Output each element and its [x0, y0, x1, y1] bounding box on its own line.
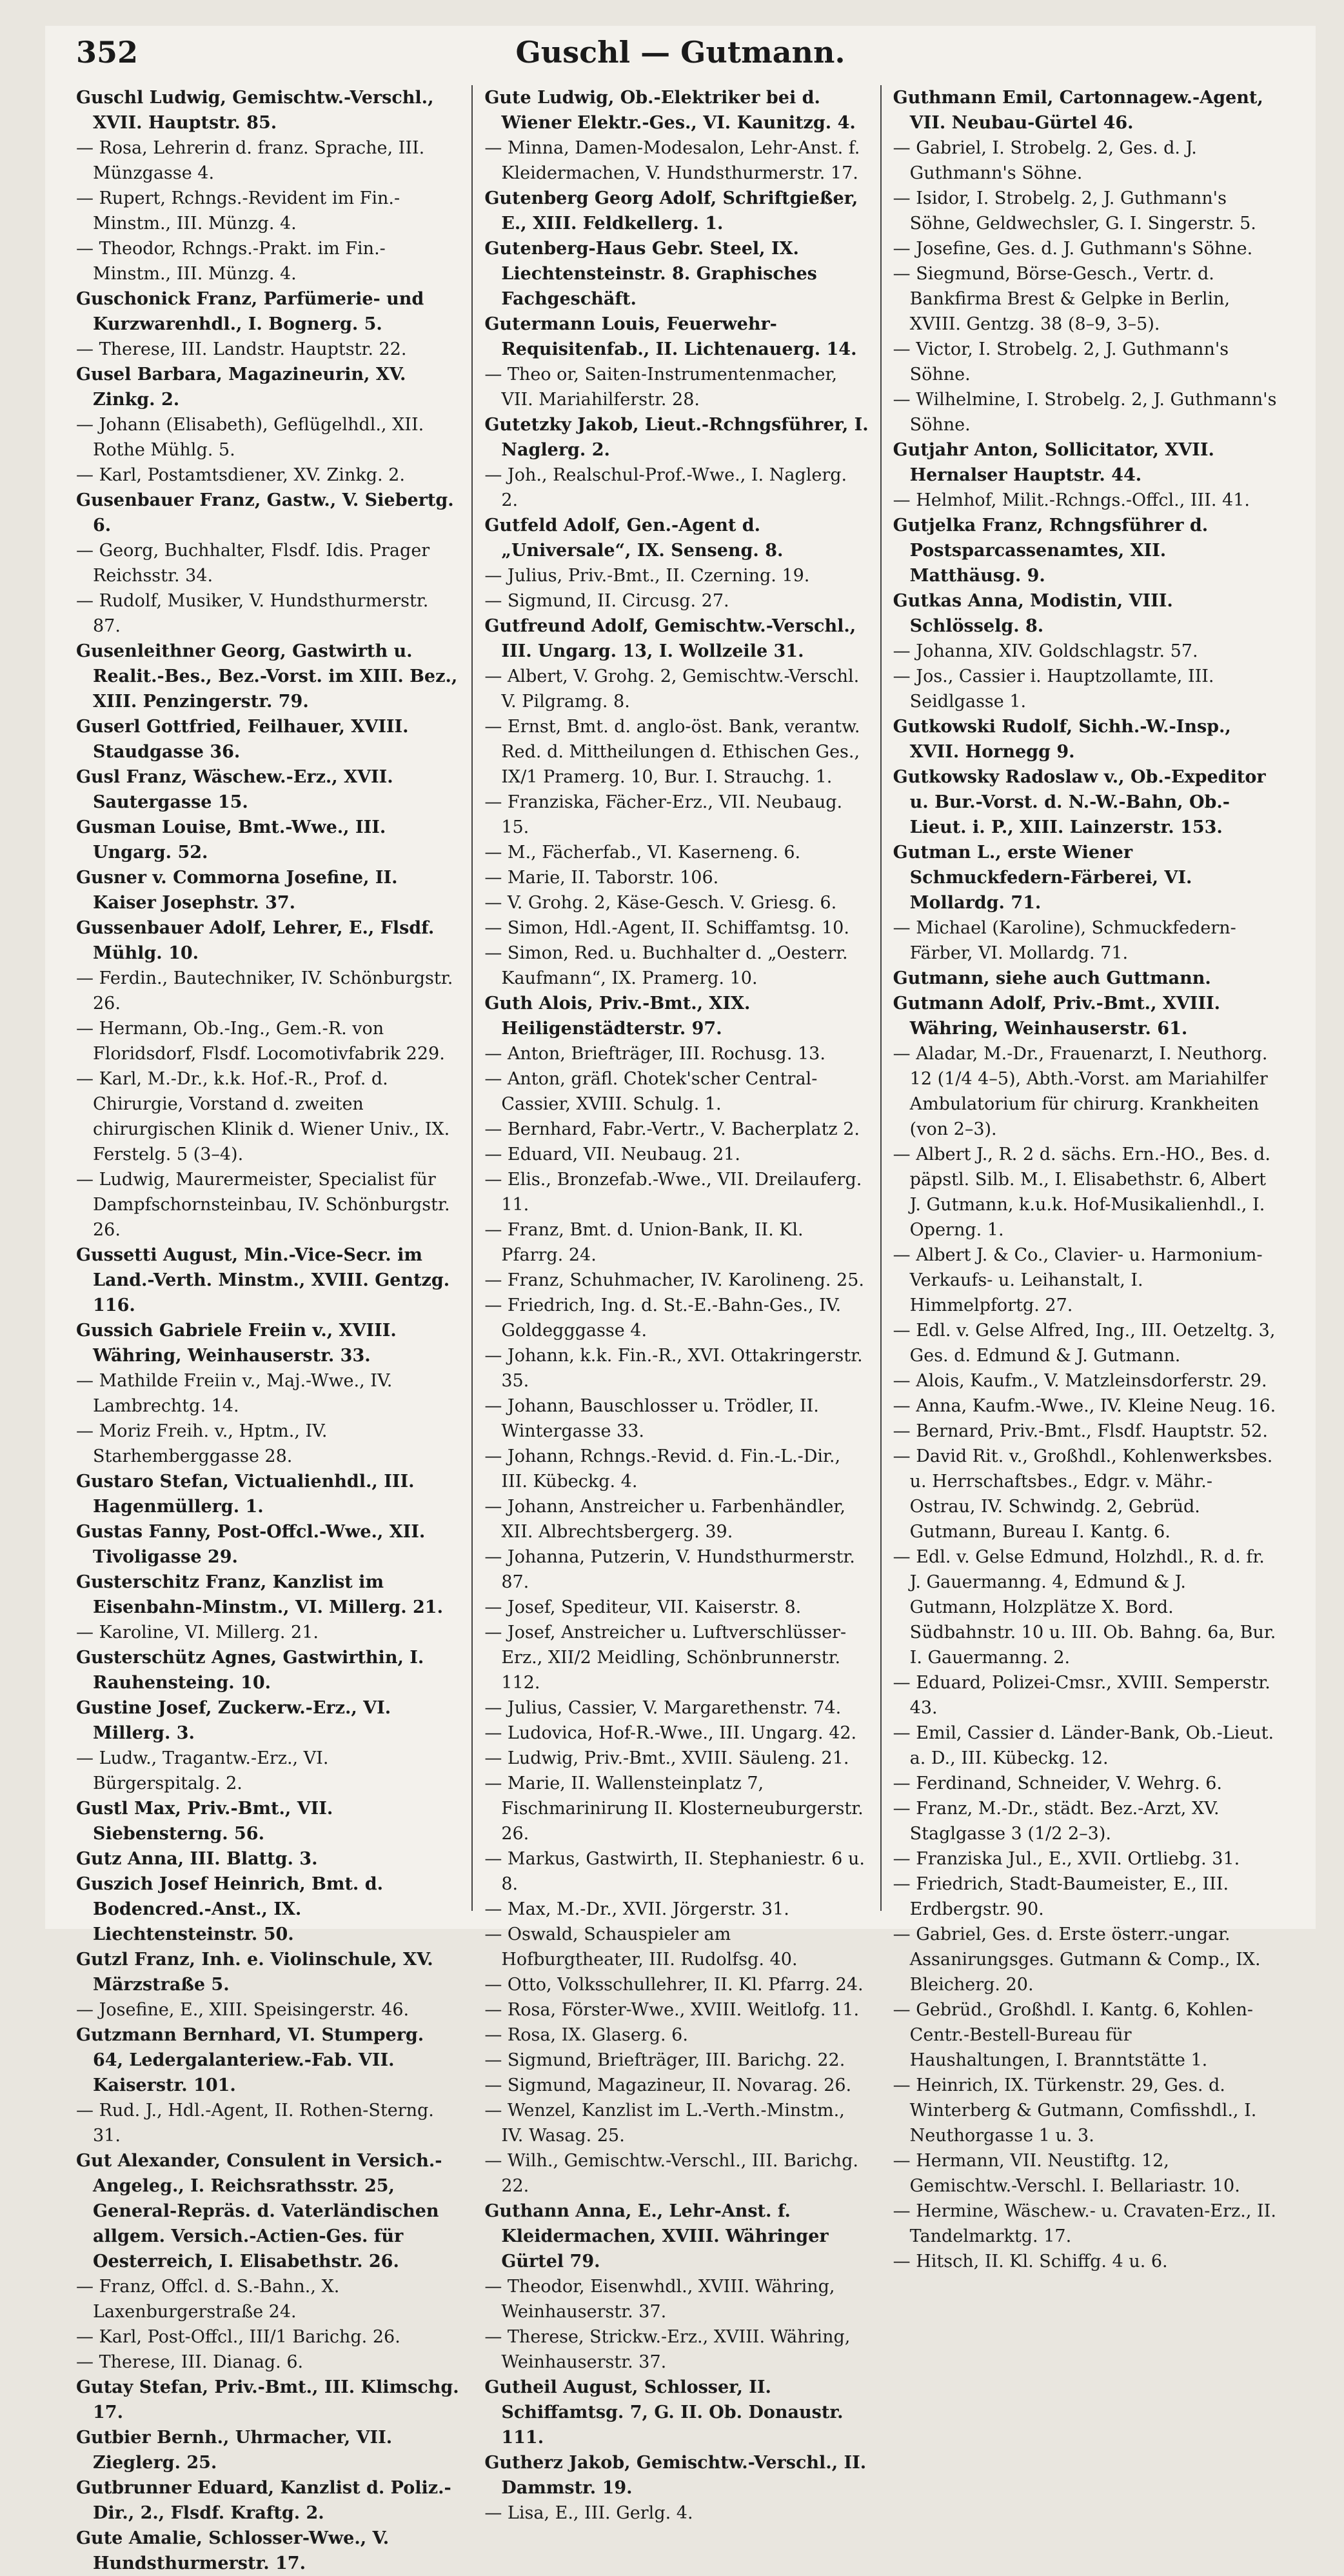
directory-entry: Gutkas Anna, Modistin, VIII. Schlösselg. 8. — [893, 591, 1173, 636]
directory-entry: Gusel Barbara, Magazineurin, XV. Zinkg. 2. — [76, 364, 406, 410]
directory-subentry: — Edl. v. Gelse Edmund, Holzhdl., R. d. fr. J. Gauermanng. 4, Edmund & J. Gutmann, Holzplätze X. Bord. Südbahnstr. 10 u. III. Ob. Bahng. 6a, Bur. I. Gauermanng. 2. — [893, 1544, 1277, 1670]
directory-entry: Guschl Ludwig, Gemischtw.-Verschl., XVII. Hauptstr. 85. — [76, 88, 434, 133]
directory-subentry: — Victor, I. Strobelg. 2, J. Guthmann's Söhne. — [893, 337, 1277, 387]
directory-entry: Guszich Josef Heinrich, Bmt. d. Bodencred.-Anst., IX. Liechtensteinstr. 50. — [76, 1874, 383, 1944]
directory-subentry: — Albert, V. Grohg. 2, Gemischtw.-Verschl. V. Pilgramg. 8. — [484, 664, 868, 714]
column-1 — [76, 85, 471, 2573]
directory-page — [45, 26, 1316, 2573]
directory-subentry: — Ludw., Tragantw.-Erz., VI. Bürgerspitalg. 2. — [76, 1746, 460, 1796]
directory-subentry: — Franziska, Fächer-Erz., VII. Neubaug. 15. — [484, 790, 868, 840]
directory-subentry: — Eduard, Polizei-Cmsr., XVIII. Semperstr. 43. — [893, 1670, 1277, 1721]
directory-columns — [76, 85, 1289, 2573]
page-number: 352 — [76, 35, 139, 70]
directory-subentry: — Rosa, Förster-Wwe., XVIII. Weitlofg. 11. — [484, 1997, 868, 2022]
directory-entry: Guserl Gottfried, Feilhauer, XVIII. Staudgasse 36. — [76, 717, 409, 762]
directory-subentry: — Albert J., R. 2 d. sächs. Ern.-HO., Bes. d. päpstl. Silb. M., I. Elisabethstr. 6, Albert J. Gutmann, k.u.k. Hof-Musikalienhdl., I. Operng. 1. — [893, 1142, 1277, 1243]
directory-subentry: — Eduard, VII. Neubaug. 21. — [484, 1142, 868, 1167]
directory-subentry: — Gabriel, I. Strobelg. 2, Ges. d. J. Guthmann's Söhne. — [893, 135, 1277, 186]
directory-entry: Gute Ludwig, Ob.-Elektriker bei d. Wiener Elektr.-Ges., VI. Kaunitzg. 4. — [484, 88, 856, 133]
directory-subentry: — Rosa, Lehrerin d. franz. Sprache, III. Münzgasse 4. — [76, 135, 460, 186]
directory-subentry: — Hermann, VII. Neustiftg. 12, Gemischtw.-Verschl. I. Bellariastr. 10. — [893, 2148, 1277, 2199]
directory-subentry: — Josef, Anstreicher u. Luftverschlüsser-Erz., XII/2 Meidling, Schönbrunnerstr. 112. — [484, 1620, 868, 1695]
directory-subentry: — Johanna, Putzerin, V. Hundsthurmerstr. 87. — [484, 1544, 868, 1595]
directory-subentry: — Josefine, Ges. d. J. Guthmann's Söhne. — [893, 236, 1277, 261]
directory-subentry: — Sigmund, II. Circusg. 27. — [484, 588, 868, 614]
directory-entry: Gustl Max, Priv.-Bmt., VII. Siebensterng. 56. — [76, 1799, 333, 1844]
directory-entry: Gutenberg-Haus Gebr. Steel, IX. Liechtensteinstr. 8. Graphisches Fachgeschäft. — [484, 239, 817, 309]
directory-subentry: — Franz, Offcl. d. S.-Bahn., X. Laxenburgerstraße 24. — [76, 2274, 460, 2324]
directory-subentry: — Karl, Postamtsdiener, XV. Zinkg. 2. — [76, 463, 460, 488]
directory-entry: Gut Alexander, Consulent in Versich.-Angeleg., I. Reichsrathsstr. 25, General-Repräs. d. Vaterländischen allgem. Versich.-Actien-Ges. für Oesterreich, I. Elisabethstr. 26. — [76, 2151, 442, 2271]
directory-subentry: — Wenzel, Kanzlist im L.-Verth.-Minstm., IV. Wasag. 25. — [484, 2098, 868, 2148]
directory-subentry: — Georg, Buchhalter, Flsdf. Idis. Prager Reichsstr. 34. — [76, 538, 460, 588]
directory-subentry: — Joh., Realschul-Prof.-Wwe., I. Naglerg. 2. — [484, 463, 868, 513]
directory-subentry: — Oswald, Schauspieler am Hofburgtheater, III. Rudolfsg. 40. — [484, 1922, 868, 1972]
directory-entry: Gusterschitz Franz, Kanzlist im Eisenbahn-Minstm., VI. Millerg. 21. — [76, 1572, 443, 1617]
directory-entry: Gutz Anna, III. Blattg. 3. — [76, 1849, 318, 1869]
directory-entry: Gutfeld Adolf, Gen.-Agent d. „Universale“, IX. Senseng. 8. — [484, 515, 784, 561]
directory-entry: Gutjahr Anton, Sollicitator, XVII. Hernalser Hauptstr. 44. — [893, 440, 1214, 485]
directory-subentry: — Franz, Schuhmacher, IV. Karolineng. 25. — [484, 1268, 868, 1293]
directory-entry: Gutheil August, Schlosser, II. Schiffamtsg. 7, G. II. Ob. Donaustr. 111. — [484, 2377, 844, 2448]
directory-subentry: — Theo or, Saiten-Instrumentenmacher, VII. Mariahilferstr. 28. — [484, 362, 868, 412]
directory-subentry: — Heinrich, IX. Türkenstr. 29, Ges. d. Winterberg & Gutmann, Comfisshdl., I. Neuthorgasse 1 u. 3. — [893, 2073, 1277, 2148]
directory-subentry: — Wilh., Gemischtw.-Verschl., III. Barichg. 22. — [484, 2148, 868, 2199]
directory-subentry: — Friedrich, Stadt-Baumeister, E., III. Erdbergstr. 90. — [893, 1872, 1277, 1922]
directory-entry: Gutbrunner Eduard, Kanzlist d. Poliz.-Dir., 2., Flsdf. Kraftg. 2. — [76, 2478, 451, 2523]
directory-subentry: — Michael (Karoline), Schmuckfedern-Färber, VI. Mollardg. 71. — [893, 915, 1277, 966]
directory-subentry: — Therese, Strickw.-Erz., XVIII. Währing, Weinhauserstr. 37. — [484, 2324, 868, 2375]
directory-subentry: — Hermine, Wäschew.- u. Cravaten-Erz., II. Tandelmarktg. 17. — [893, 2199, 1277, 2249]
directory-subentry: — Aladar, M.-Dr., Frauenarzt, I. Neuthorg. 12 (1/4 4–5), Abth.-Vorst. am Mariahilfer Ambulatorium für chirurg. Krankheiten (von 2–3). — [893, 1041, 1277, 1142]
page-header — [45, 26, 1316, 77]
directory-subentry: — Bernard, Priv.-Bmt., Flsdf. Hauptstr. 52. — [893, 1419, 1277, 1444]
directory-subentry: — Isidor, I. Strobelg. 2, J. Guthmann's Söhne, Geldwechsler, G. I. Singerstr. 5. — [893, 186, 1277, 236]
directory-subentry: — Moriz Freih. v., Hptm., IV. Starhemberggasse 28. — [76, 1419, 460, 1469]
directory-entry: Gutenberg Georg Adolf, Schriftgießer, E., XIII. Feldkellerg. 1. — [484, 188, 858, 234]
directory-subentry: — Hermann, Ob.-Ing., Gem.-R. von Floridsdorf, Flsdf. Locomotivfabrik 229. — [76, 1016, 460, 1066]
directory-subentry: — Markus, Gastwirth, II. Stephaniestr. 6 u. 8. — [484, 1846, 868, 1897]
directory-subentry: — Marie, II. Wallensteinplatz 7, Fischmarinirung II. Klosterneuburgerstr. 26. — [484, 1771, 868, 1846]
directory-subentry: — Anton, Briefträger, III. Rochusg. 13. — [484, 1041, 868, 1066]
directory-subentry: — Emil, Cassier d. Länder-Bank, Ob.-Lieut. a. D., III. Kübeckg. 12. — [893, 1721, 1277, 1771]
directory-subentry: — M., Fächerfab., VI. Kaserneng. 6. — [484, 840, 868, 865]
directory-entry: Gutzmann Bernhard, VI. Stumperg. 64, Ledergalanteriew.-Fab. VII. Kaiserstr. 101. — [76, 2025, 424, 2095]
directory-entry: Gutbier Bernh., Uhrmacher, VII. Zieglerg. 25. — [76, 2428, 393, 2473]
directory-subentry: — Siegmund, Börse-Gesch., Vertr. d. Bankfirma Brest & Gelpke in Berlin, XVIII. Gentzg. 38 (8–9, 3–5). — [893, 261, 1277, 337]
directory-subentry: — Bernhard, Fabr.-Vertr., V. Bacherplatz 2. — [484, 1117, 868, 1142]
directory-subentry: — Theodor, Eisenwhdl., XVIII. Währing, Weinhauserstr. 37. — [484, 2274, 868, 2324]
directory-entry: Gutkowsky Radoslaw v., Ob.-Expeditor u. Bur.-Vorst. d. N.-W.-Bahn, Ob.-Lieut. i. P., XIII. Lainzerstr. 153. — [893, 767, 1266, 837]
directory-subentry: — Franziska Jul., E., XVII. Ortliebg. 31. — [893, 1846, 1277, 1872]
directory-subentry: — Rud. J., Hdl.-Agent, II. Rothen-Sterng. 31. — [76, 2098, 460, 2148]
directory-subentry: — Albert J. & Co., Clavier- u. Harmonium-Verkaufs- u. Leihanstalt, I. Himmelpfortg. 27. — [893, 1243, 1277, 1318]
directory-subentry: — Rosa, IX. Glaserg. 6. — [484, 2022, 868, 2048]
directory-subentry: — Johann, Rchngs.-Revid. d. Fin.-L.-Dir., III. Kübeckg. 4. — [484, 1444, 868, 1494]
directory-entry: Gustas Fanny, Post-Offcl.-Wwe., XII. Tivoligasse 29. — [76, 1522, 426, 1567]
directory-entry: Guschonick Franz, Parfümerie- und Kurzwarenhdl., I. Bognerg. 5. — [76, 289, 424, 334]
directory-entry: Gutermann Louis, Feuerwehr-Requisitenfab., II. Lichtenauerg. 14. — [484, 314, 857, 359]
directory-entry: Gusner v. Commorna Josefine, II. Kaiser Josephstr. 37. — [76, 868, 398, 913]
directory-subentry: — Simon, Red. u. Buchhalter d. „Oesterr. Kaufmann“, IX. Pramerg. 10. — [484, 941, 868, 991]
directory-subentry: — Lisa, E., III. Gerlg. 4. — [484, 2501, 868, 2526]
directory-subentry: — Wilhelmine, I. Strobelg. 2, J. Guthmann's Söhne. — [893, 387, 1277, 437]
directory-subentry: — Simon, Hdl.-Agent, II. Schiffamtsg. 10. — [484, 915, 868, 941]
directory-subentry: — Otto, Volksschullehrer, II. Kl. Pfarrg. 24. — [484, 1972, 868, 1997]
directory-subentry: — Julius, Cassier, V. Margarethenstr. 74. — [484, 1695, 868, 1721]
directory-entry: Gutfreund Adolf, Gemischtw.-Verschl., III. Ungarg. 13, I. Wollzeile 31. — [484, 616, 856, 661]
directory-subentry: — Johann, k.k. Fin.-R., XVI. Ottakringerstr. 35. — [484, 1343, 868, 1393]
directory-subentry: — Hitsch, II. Kl. Schiffg. 4 u. 6. — [893, 2249, 1277, 2274]
directory-subentry: — Rupert, Rchngs.-Revident im Fin.-Minstm., III. Münzg. 4. — [76, 186, 460, 236]
directory-subentry: — Anton, gräfl. Chotek'scher Central-Cassier, XVIII. Schulg. 1. — [484, 1066, 868, 1117]
directory-entry: Gutmann, siehe auch Guttmann. — [893, 968, 1211, 988]
directory-entry: Gusl Franz, Wäschew.-Erz., XVII. Sautergasse 15. — [76, 767, 393, 812]
directory-subentry: — Marie, II. Taborstr. 106. — [484, 865, 868, 890]
directory-subentry: — Minna, Damen-Modesalon, Lehr-Anst. f. Kleidermachen, V. Hundsthurmerstr. 17. — [484, 135, 868, 186]
directory-subentry: — Ludwig, Priv.-Bmt., XVIII. Säuleng. 21. — [484, 1746, 868, 1771]
directory-entry: Gutherz Jakob, Gemischtw.-Verschl., II. Dammstr. 19. — [484, 2453, 867, 2498]
directory-subentry: — Sigmund, Briefträger, III. Barichg. 22. — [484, 2048, 868, 2073]
directory-subentry: — Josefine, E., XIII. Speisingerstr. 46. — [76, 1997, 460, 2022]
directory-entry: Gusenbauer Franz, Gastw., V. Siebertg. 6. — [76, 490, 454, 535]
directory-subentry: — Josef, Spediteur, VII. Kaiserstr. 8. — [484, 1595, 868, 1620]
directory-subentry: — Ludovica, Hof-R.-Wwe., III. Ungarg. 42. — [484, 1721, 868, 1746]
directory-entry: Gutjelka Franz, Rchngsführer d. Postsparcassenamtes, XII. Matthäusg. 9. — [893, 515, 1209, 586]
directory-subentry: — Johann (Elisabeth), Geflügelhdl., XII. Rothe Mühlg. 5. — [76, 412, 460, 463]
directory-subentry: — Elis., Bronzefab.-Wwe., VII. Dreilauferg. 11. — [484, 1167, 868, 1217]
directory-subentry: — Karl, M.-Dr., k.k. Hof.-R., Prof. d. Chirurgie, Vorstand d. zweiten chirurgischen Klinik d. Wiener Univ., IX. Ferstelg. 5 (3–4). — [76, 1066, 460, 1167]
directory-entry: Gutkowski Rudolf, Sichh.-W.-Insp., XVII. Hornegg 9. — [893, 717, 1231, 762]
directory-subentry: — Sigmund, Magazineur, II. Novarag. 26. — [484, 2073, 868, 2098]
directory-subentry: — Karl, Post-Offcl., III/1 Barichg. 26. — [76, 2324, 460, 2350]
directory-subentry: — Karoline, VI. Millerg. 21. — [76, 1620, 460, 1645]
directory-subentry: — Theodor, Rchngs.-Prakt. im Fin.-Minstm., III. Münzg. 4. — [76, 236, 460, 286]
directory-subentry: — Johann, Bauschlosser u. Trödler, II. Wintergasse 33. — [484, 1393, 868, 1444]
directory-subentry: — Helmhof, Milit.-Rchngs.-Offcl., III. 41. — [893, 488, 1277, 513]
directory-subentry: — Edl. v. Gelse Alfred, Ing., III. Oetzeltg. 3, Ges. d. Edmund & J. Gutmann. — [893, 1318, 1277, 1368]
directory-subentry: — Johanna, XIV. Goldschlagstr. 57. — [893, 639, 1277, 664]
directory-entry: Gussetti August, Min.-Vice-Secr. im Land.-Verth. Minstm., XVIII. Gentzg. 116. — [76, 1245, 450, 1315]
directory-entry: Guth Alois, Priv.-Bmt., XIX. Heiligenstädterstr. 97. — [484, 993, 751, 1039]
directory-subentry: — Jos., Cassier i. Hauptzollamte, III. Seidlgasse 1. — [893, 664, 1277, 714]
directory-subentry: — Ludwig, Maurermeister, Specialist für Dampfschornsteinbau, IV. Schönburgstr. 26. — [76, 1167, 460, 1243]
directory-subentry: — Rudolf, Musiker, V. Hundsthurmerstr. 87. — [76, 588, 460, 639]
directory-subentry: — Johann, Anstreicher u. Farbenhändler, XII. Albrechtsbergerg. 39. — [484, 1494, 868, 1544]
directory-entry: Gutman L., erste Wiener Schmuckfedern-Färberei, VI. Mollardg. 71. — [893, 843, 1192, 913]
directory-subentry: — Alois, Kaufm., V. Matzleinsdorferstr. 29. — [893, 1368, 1277, 1393]
directory-entry: Gutzl Franz, Inh. e. Violinschule, XV. Märzstraße 5. — [76, 1950, 433, 1995]
directory-entry: Gutay Stefan, Priv.-Bmt., III. Klimschg. 17. — [76, 2377, 459, 2422]
column-3 — [880, 85, 1289, 2271]
directory-subentry: — David Rit. v., Großhdl., Kohlenwerksbes. u. Herrschaftsbes., Edgr. v. Mähr.-Ostrau, IV. Schwindg. 2, Gebrüd. Gutmann, Bureau I. Kantg. 6. — [893, 1444, 1277, 1544]
directory-subentry: — Ferdinand, Schneider, V. Wehrg. 6. — [893, 1771, 1277, 1796]
directory-subentry: — Ferdin., Bautechniker, IV. Schönburgstr. 26. — [76, 966, 460, 1016]
directory-entry: Guthann Anna, E., Lehr-Anst. f. Kleidermachen, XVIII. Währinger Gürtel 79. — [484, 2201, 829, 2271]
column-2 — [471, 85, 880, 2523]
directory-subentry: — Max, M.-Dr., XVII. Jörgerstr. 31. — [484, 1897, 868, 1922]
directory-entry: Gusenleithner Georg, Gastwirth u. Realit.-Bes., Bez.-Vorst. im XIII. Bez., XIII. Penzingerstr. 79. — [76, 641, 458, 712]
directory-entry: Gustaro Stefan, Victualienhdl., III. Hagenmüllerg. 1. — [76, 1472, 415, 1517]
directory-subentry: — Therese, III. Landstr. Hauptstr. 22. — [76, 337, 460, 362]
directory-subentry: — Julius, Priv.-Bmt., II. Czerning. 19. — [484, 563, 868, 588]
directory-subentry: — Friedrich, Ing. d. St.-E.-Bahn-Ges., IV. Goldegggasse 4. — [484, 1293, 868, 1343]
directory-entry: Guthmann Emil, Cartonnagew.-Agent, VII. Neubau-Gürtel 46. — [893, 88, 1263, 133]
directory-subentry: — V. Grohg. 2, Käse-Gesch. V. Griesg. 6. — [484, 890, 868, 915]
directory-entry: Gustine Josef, Zuckerw.-Erz., VI. Millerg. 3. — [76, 1698, 391, 1743]
directory-entry: Gussich Gabriele Freiin v., XVIII. Währing, Weinhauserstr. 33. — [76, 1321, 397, 1366]
directory-subentry: — Gebrüd., Großhdl. I. Kantg. 6, Kohlen-Centr.-Bestell-Bureau für Haushaltungen, I. Branntstätte 1. — [893, 1997, 1277, 2073]
directory-subentry: — Franz, M.-Dr., städt. Bez.-Arzt, XV. Staglgasse 3 (1/2 2–3). — [893, 1796, 1277, 1846]
directory-subentry: — Ernst, Bmt. d. anglo-öst. Bank, verantw. Red. d. Mittheilungen d. Ethischen Ges., IX/1 Pramerg. 10, Bur. I. Strauchg. 1. — [484, 714, 868, 790]
directory-subentry: — Gabriel, Ges. d. Erste österr.-ungar. Assanirungsges. Gutmann & Comp., IX. Bleicherg. 20. — [893, 1922, 1277, 1997]
directory-entry: Gute Amalie, Schlosser-Wwe., V. Hundsthurmerstr. 17. — [76, 2528, 390, 2573]
directory-entry: Gutmann Adolf, Priv.-Bmt., XVIII. Währing, Weinhauserstr. 61. — [893, 993, 1221, 1039]
directory-subentry: — Mathilde Freiin v., Maj.-Wwe., IV. Lambrechtg. 14. — [76, 1368, 460, 1419]
directory-entry: Gusterschütz Agnes, Gastwirthin, I. Rauhensteing. 10. — [76, 1648, 424, 1693]
directory-entry: Gussenbauer Adolf, Lehrer, E., Flsdf. Mühlg. 10. — [76, 918, 435, 963]
directory-subentry: — Franz, Bmt. d. Union-Bank, II. Kl. Pfarrg. 24. — [484, 1217, 868, 1268]
directory-subentry: — Therese, III. Dianag. 6. — [76, 2350, 460, 2375]
directory-subentry: — Anna, Kaufm.-Wwe., IV. Kleine Neug. 16. — [893, 1393, 1277, 1419]
page-title: Guschl — Gutmann. — [515, 35, 845, 70]
directory-entry: Gusman Louise, Bmt.-Wwe., III. Ungarg. 52. — [76, 817, 386, 863]
directory-entry: Gutetzky Jakob, Lieut.-Rchngsführer, I. Naglerg. 2. — [484, 415, 869, 460]
